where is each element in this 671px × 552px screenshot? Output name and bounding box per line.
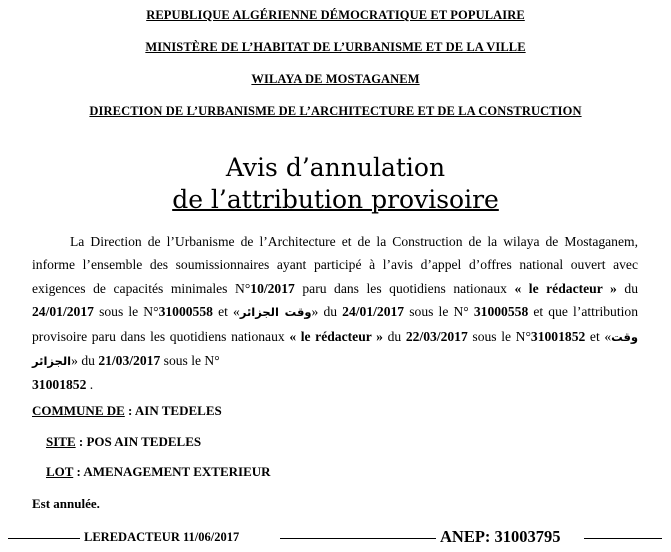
lot-label: LOT <box>46 464 74 479</box>
lot-value: : AMENAGEMENT EXTERIEUR <box>73 464 271 479</box>
body-segment: » du <box>71 353 99 369</box>
title-line-1 <box>0 152 671 183</box>
body-segment: sous le N° <box>467 328 531 344</box>
anep-number: 31001852 <box>32 377 87 393</box>
body-segment: et « <box>585 328 612 344</box>
body-segment: La Direction de l’Urbanisme de l’Architecture et de la Construction de la wilaya de Mostaganem, informe l’ensemble des soumissionnaires ayant participé à l’avis d’appel d’offres national ouvert avec exigences de capacités minimales N° <box>32 234 638 296</box>
header-ministry: MINISTÈRE DE L’HABITAT DE L’URBANISME ET DE LA VILLE <box>145 40 526 54</box>
site-value: : POS AIN TEDELES <box>75 434 202 449</box>
site-label: SITE <box>46 434 76 449</box>
footer-anep: ANEP: 31003795 <box>440 527 561 546</box>
commune-label: COMMUNE DE <box>32 403 125 418</box>
notice-paragraph <box>32 230 638 397</box>
body-segment: sous le N° <box>404 304 474 320</box>
footer-rule-right <box>584 538 662 539</box>
anep-number: 31000558 <box>473 304 529 320</box>
body-segment: sous le N° <box>160 353 220 369</box>
body-segment: paru dans les quotidiens nationaux <box>294 280 515 296</box>
body-segment: du <box>382 328 406 344</box>
commune-value: : AIN TEDELES <box>124 403 222 418</box>
body-segment: . <box>86 377 94 393</box>
newspaper-name-arabic: وقت الجزائر <box>239 305 312 320</box>
header-republic: REPUBLIQUE ALGÉRIENNE DÉMOCRATIQUE ET POPULAIRE <box>146 8 525 22</box>
site-field <box>46 434 201 450</box>
tender-reference: 10/2017 <box>250 280 295 296</box>
newspaper-name: « le rédacteur » <box>289 328 383 344</box>
newspaper-name: « le rédacteur » <box>514 280 617 296</box>
commune-field <box>32 403 222 419</box>
publication-date: 21/03/2017 <box>98 353 161 369</box>
publication-date: 24/01/2017 <box>32 304 94 320</box>
title-text-1: Avis d’annulation <box>225 153 446 182</box>
header-direction: DIRECTION DE L’URBANISME DE L’ARCHITECTURE ET DE LA CONSTRUCTION <box>89 104 582 118</box>
title-line-2 <box>0 184 671 215</box>
body-segment: et « <box>212 304 240 320</box>
status-text: Est annulée. <box>32 496 100 511</box>
publication-date: 24/01/2017 <box>342 304 405 320</box>
footer-publisher: LEREDACTEUR 11/06/2017 <box>84 530 240 544</box>
body-segment: du <box>616 280 638 296</box>
lot-field <box>46 464 271 480</box>
body-segment: et que l’attribution provisoire paru dans les quotidiens nationaux <box>32 304 638 344</box>
footer-rule-middle <box>280 538 436 539</box>
body-segment: sous le N° <box>93 304 159 320</box>
header-wilaya: WILAYA DE MOSTAGANEM <box>251 72 420 86</box>
footer-rule-left <box>8 538 80 539</box>
anep-number: 31001852 <box>530 328 586 344</box>
anep-number: 31000558 <box>158 304 213 320</box>
title-text-2: de l’attribution provisoire <box>172 185 499 214</box>
newspaper-name-arabic: وقت الجزائر <box>32 329 639 369</box>
body-segment: » du <box>311 304 343 320</box>
publication-date: 22/03/2017 <box>405 328 468 344</box>
